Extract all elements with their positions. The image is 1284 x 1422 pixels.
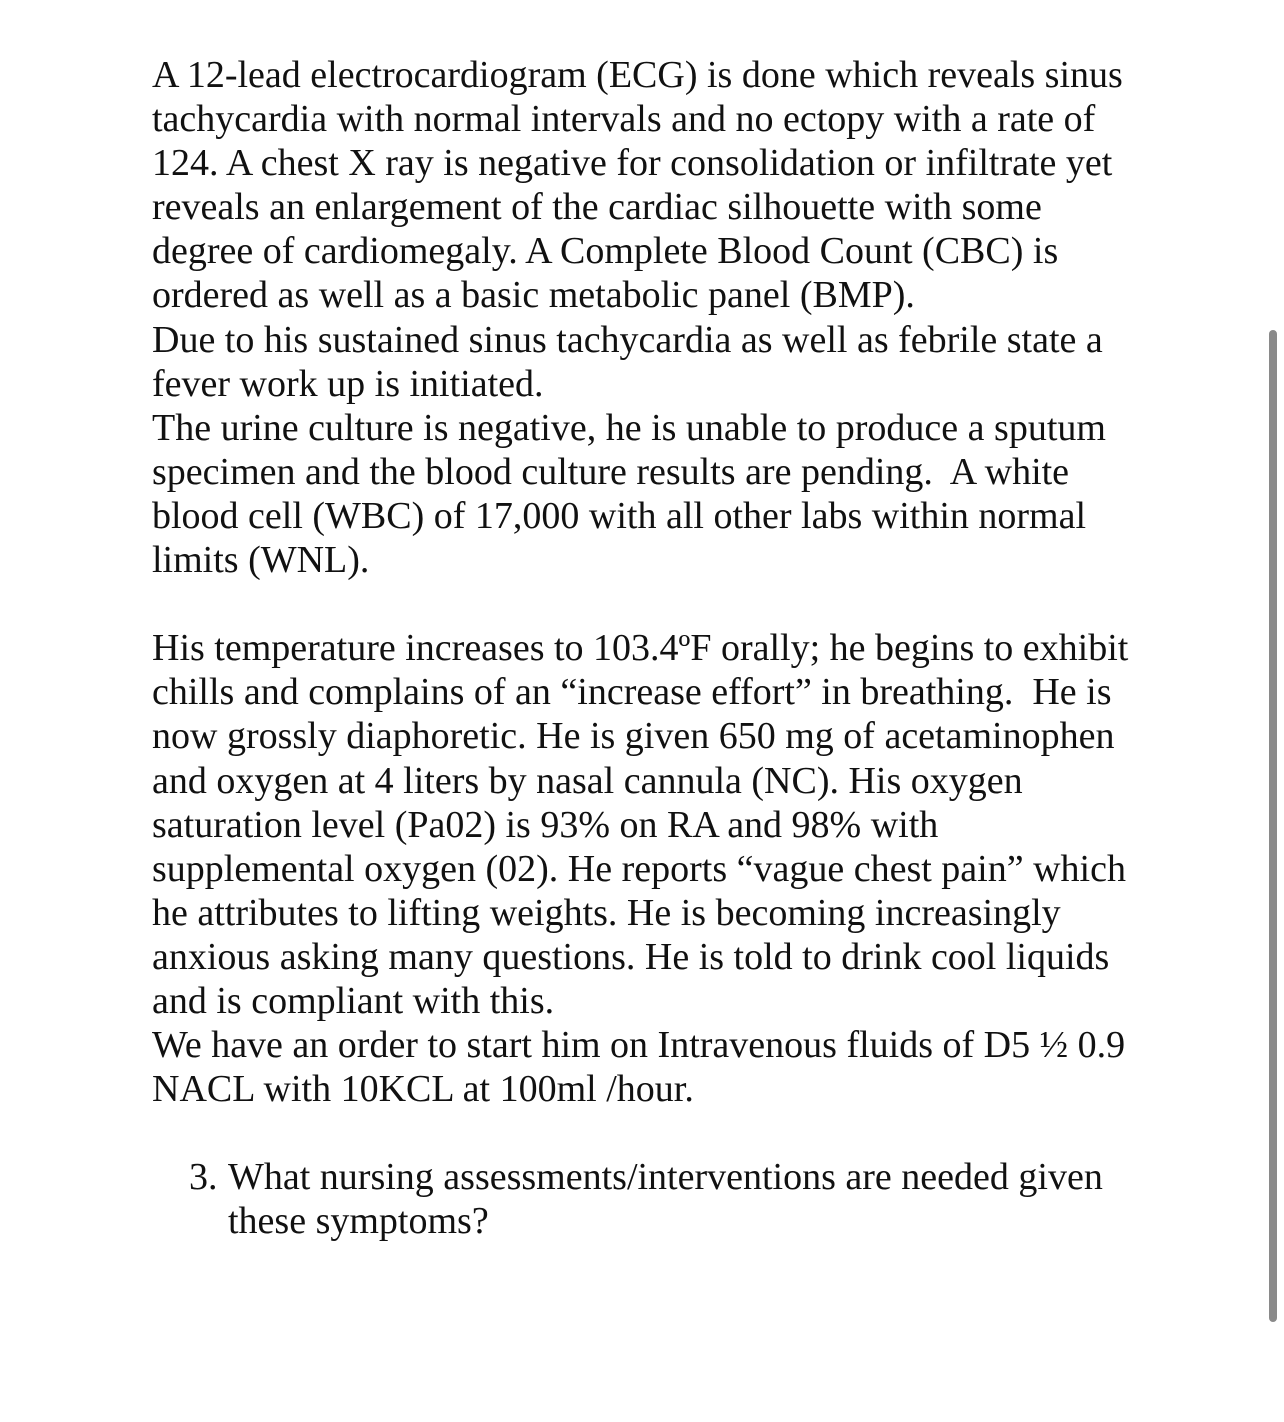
text-line: reveals an enlargement of the cardiac silhouette with some xyxy=(152,186,1042,229)
question-3 xyxy=(189,1155,1152,1243)
paragraph-temperature-increase xyxy=(152,626,1152,1023)
text-line: degree of cardiomegaly. A Complete Blood Count (CBC) is xyxy=(152,230,1059,273)
text-line: The urine culture is negative, he is unable to produce a sputum xyxy=(152,406,1106,449)
paragraph-ecg-findings xyxy=(152,53,1152,318)
text-line: saturation level (Pa02) is 93% on RA and 98% with xyxy=(152,803,939,846)
text-line: anxious asking many questions. He is told to drink cool liquids xyxy=(152,935,1110,978)
text-line: tachycardia with normal intervals and no ectopy with a rate of xyxy=(152,98,1096,141)
text-line: fever work up is initiated. xyxy=(152,362,544,405)
text-line: he attributes to lifting weights. He is becoming increasingly xyxy=(152,891,1061,934)
scrollbar-thumb[interactable] xyxy=(1269,330,1277,1322)
text-line: Due to his sustained sinus tachycardia as well as febrile state a xyxy=(152,318,1103,361)
paragraph-spacer xyxy=(152,1111,1152,1155)
text-line: specimen and the blood culture results are pending. A white xyxy=(152,450,1070,493)
text-line: A 12-lead electrocardiogram (ECG) is done which reveals sinus xyxy=(152,54,1123,96)
paragraph-fever-workup xyxy=(152,318,1152,406)
text-line: chills and complains of an “increase effort” in breathing. He is xyxy=(152,671,1112,714)
text-line: and is compliant with this. xyxy=(152,979,555,1022)
text-line: blood cell (WBC) of 17,000 with all other labs within normal xyxy=(152,494,1087,537)
vertical-scrollbar[interactable] xyxy=(1269,330,1277,1322)
text-line: these symptoms? xyxy=(228,1200,489,1243)
document-body xyxy=(152,53,1152,1243)
text-line: and oxygen at 4 liters by nasal cannula (NC). His oxygen xyxy=(152,759,1023,802)
text-line: What nursing assessments/interventions are needed given xyxy=(228,1156,1103,1199)
text-line: ordered as well as a basic metabolic panel (BMP). xyxy=(152,274,915,317)
text-line: supplemental oxygen (02). He reports “vague chest pain” which xyxy=(152,847,1126,890)
paragraph-culture-results xyxy=(152,406,1152,582)
question-number: 3. xyxy=(189,1156,218,1199)
question-text xyxy=(228,1155,1152,1243)
text-line: limits (WNL). xyxy=(152,539,370,582)
text-line: NACL with 10KCL at 100ml /hour. xyxy=(152,1068,694,1111)
paragraph-iv-order xyxy=(152,1023,1152,1111)
text-line: His temperature increases to 103.4ºF orally; he begins to exhibit xyxy=(152,627,1129,670)
text-line: We have an order to start him on Intravenous fluids of D5 ½ 0.9 xyxy=(152,1024,1126,1067)
text-line: now grossly diaphoretic. He is given 650 mg of acetaminophen xyxy=(152,715,1115,758)
text-line: 124. A chest X ray is negative for consolidation or infiltrate yet xyxy=(152,142,1113,185)
paragraph-spacer xyxy=(152,582,1152,626)
